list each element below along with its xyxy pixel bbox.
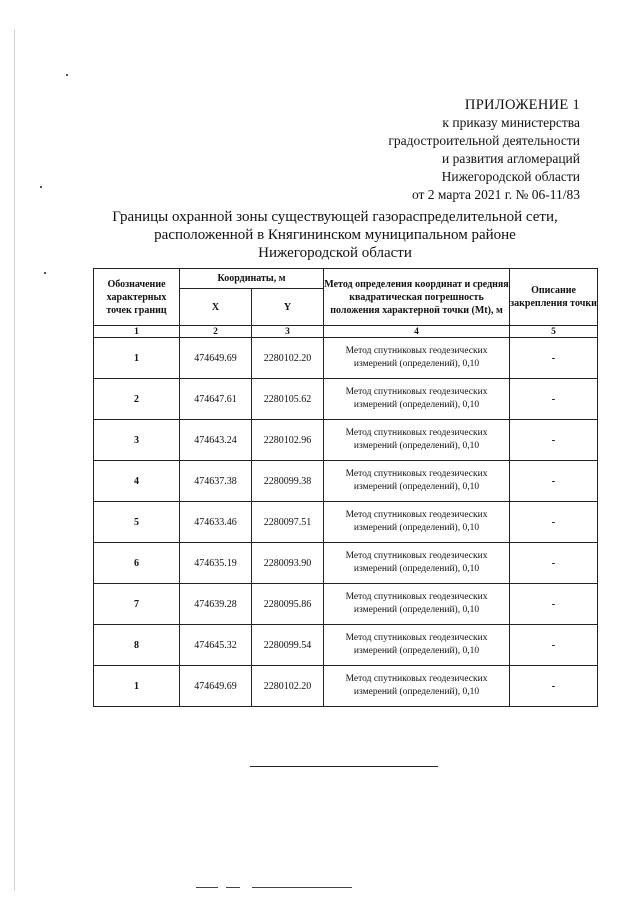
appendix-date-line: от 2 марта 2021 г. № 06-11/83 <box>411 187 580 202</box>
x-coordinate: 474633.46 <box>180 502 252 543</box>
y-coordinate: 2280093.90 <box>252 543 324 584</box>
scan-speck <box>66 74 68 76</box>
document-title-line: Границы охранной зоны существующей газораспределительной сети, <box>112 209 558 225</box>
column-number: 2 <box>180 326 252 338</box>
y-coordinate: 2280095.86 <box>252 584 324 625</box>
point-id: 1 <box>94 338 180 379</box>
header-y: Y <box>252 289 324 326</box>
table-row <box>94 543 598 584</box>
scan-artifact <box>252 887 352 888</box>
table-row <box>94 666 598 707</box>
column-number: 3 <box>252 326 324 338</box>
point-id: 5 <box>94 502 180 543</box>
appendix-header <box>320 96 580 204</box>
header-x: X <box>180 289 252 326</box>
table-row <box>94 625 598 666</box>
x-coordinate: 474645.32 <box>180 625 252 666</box>
method-cell: Метод спутниковых геодезических измерений (определений), 0,10 <box>324 461 510 502</box>
table-row <box>94 338 598 379</box>
appendix-line: и развития агломераций <box>441 151 580 166</box>
description-cell: - <box>510 502 598 543</box>
appendix-line: Нижегородской области <box>441 169 580 184</box>
point-id: 3 <box>94 420 180 461</box>
table-row <box>94 461 598 502</box>
y-coordinate: 2280102.96 <box>252 420 324 461</box>
scan-speck <box>44 272 46 274</box>
column-number: 1 <box>94 326 180 338</box>
x-coordinate: 474649.69 <box>180 338 252 379</box>
document-title <box>110 208 560 262</box>
y-coordinate: 2280099.38 <box>252 461 324 502</box>
header-coordinates: Координаты, м <box>180 269 324 289</box>
column-number: 5 <box>510 326 598 338</box>
appendix-line: градостроительной деятельности <box>388 133 580 148</box>
x-coordinate: 474649.69 <box>180 666 252 707</box>
appendix-line: к приказу министерства <box>442 115 580 130</box>
column-number: 4 <box>324 326 510 338</box>
method-cell: Метод спутниковых геодезических измерений (определений), 0,10 <box>324 338 510 379</box>
signature-line <box>250 766 438 767</box>
document-title-line: расположенной в Княгининском муниципальном районе <box>154 227 516 243</box>
x-coordinate: 474643.24 <box>180 420 252 461</box>
method-cell: Метод спутниковых геодезических измерений (определений), 0,10 <box>324 543 510 584</box>
method-cell: Метод спутниковых геодезических измерений (определений), 0,10 <box>324 625 510 666</box>
document-title-line: Нижегородской области <box>258 245 412 261</box>
x-coordinate: 474639.28 <box>180 584 252 625</box>
table-row <box>94 502 598 543</box>
table-row <box>94 379 598 420</box>
y-coordinate: 2280102.20 <box>252 666 324 707</box>
header-description: Описание закрепления точки <box>510 269 598 326</box>
description-cell: - <box>510 420 598 461</box>
method-cell: Метод спутниковых геодезических измерений (определений), 0,10 <box>324 379 510 420</box>
point-id: 1 <box>94 666 180 707</box>
point-id: 7 <box>94 584 180 625</box>
table-row <box>94 420 598 461</box>
x-coordinate: 474635.19 <box>180 543 252 584</box>
scan-speck <box>40 186 42 188</box>
method-cell: Метод спутниковых геодезических измерений (определений), 0,10 <box>324 584 510 625</box>
description-cell: - <box>510 379 598 420</box>
appendix-title: ПРИЛОЖЕНИЕ 1 <box>464 97 580 113</box>
y-coordinate: 2280105.62 <box>252 379 324 420</box>
coordinates-table <box>93 268 598 707</box>
point-id: 2 <box>94 379 180 420</box>
scan-artifact <box>196 887 218 888</box>
header-method: Метод определения координат и средняя квадратическая погрешность положения характерной точки (Mt), м <box>324 269 510 326</box>
description-cell: - <box>510 666 598 707</box>
point-id: 6 <box>94 543 180 584</box>
x-coordinate: 474637.38 <box>180 461 252 502</box>
table-row <box>94 584 598 625</box>
description-cell: - <box>510 461 598 502</box>
description-cell: - <box>510 625 598 666</box>
header-designation: Обозначение характерных точек границ <box>94 269 180 326</box>
description-cell: - <box>510 338 598 379</box>
point-id: 8 <box>94 625 180 666</box>
y-coordinate: 2280099.54 <box>252 625 324 666</box>
x-coordinate: 474647.61 <box>180 379 252 420</box>
description-cell: - <box>510 543 598 584</box>
y-coordinate: 2280097.51 <box>252 502 324 543</box>
page-edge-shadow <box>14 30 15 890</box>
y-coordinate: 2280102.20 <box>252 338 324 379</box>
scan-artifact <box>226 887 240 888</box>
method-cell: Метод спутниковых геодезических измерений (определений), 0,10 <box>324 502 510 543</box>
point-id: 4 <box>94 461 180 502</box>
method-cell: Метод спутниковых геодезических измерений (определений), 0,10 <box>324 420 510 461</box>
description-cell: - <box>510 584 598 625</box>
method-cell: Метод спутниковых геодезических измерений (определений), 0,10 <box>324 666 510 707</box>
